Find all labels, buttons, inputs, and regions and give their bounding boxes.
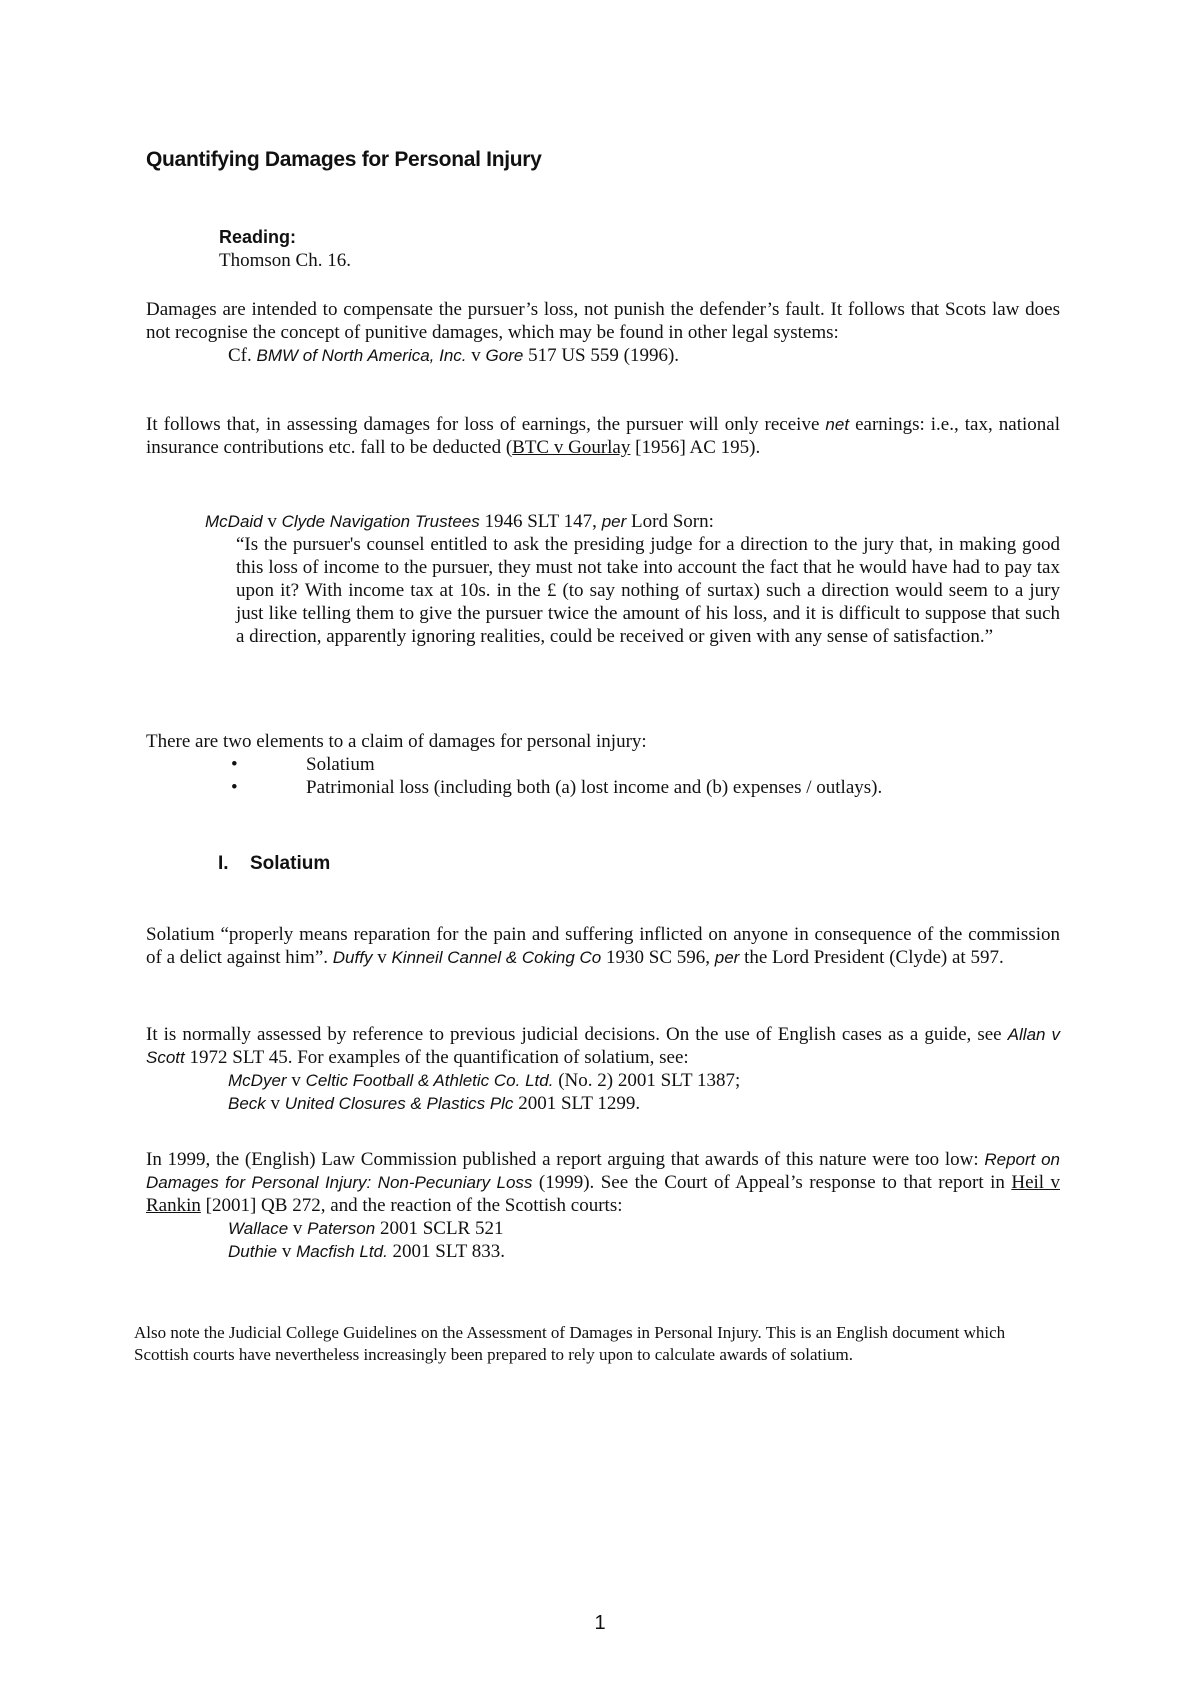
case-link-heil-rankin[interactable]: Heil v Rankin — [146, 1172, 1061, 1216]
text-segment: 1972 SLT 45. For examples of the quantification of solatium, see: — [184, 1047, 689, 1068]
reading-block — [146, 226, 1133, 272]
paragraph-text — [146, 923, 1060, 969]
text-segment: earnings: i.e., tax, national insurance contributions etc. fall to be deducted ( — [146, 414, 1060, 458]
text-segment: (1999). See the Court of Appeal’s response to that report in — [532, 1172, 1012, 1193]
list-item — [146, 753, 1060, 776]
per-rest: Lord Sorn: — [626, 511, 714, 532]
text-segment: It follows that, in assessing damages for loss of earnings, the pursuer will only receive — [146, 414, 826, 435]
citation-mcdyer — [146, 1069, 1060, 1092]
paragraph-net-earnings — [146, 413, 1060, 459]
case-v: v — [265, 1093, 285, 1114]
case-party2: Paterson — [307, 1219, 376, 1238]
case-v: v — [288, 1218, 308, 1239]
page-number: 1 — [594, 1612, 606, 1634]
elements-intro: There are two elements to a claim of damages for personal injury: — [146, 731, 647, 752]
text-segment: Solatium “properly means reparation for the pain and suffering inflicted on anyone in consequence of the commission of a delict against him”. — [146, 924, 1060, 968]
per-italic: per — [714, 948, 740, 967]
paragraph-text: Damages are intended to compensate the pursuer’s loss, not punish the defender’s fault. It follows that Scots law does not recognise the concept of punitive damages, which may be found in other legal systems: — [146, 299, 1060, 343]
text-italic: net — [825, 415, 850, 434]
list-item — [146, 776, 1060, 799]
list-item-text: Solatium — [306, 754, 375, 775]
citation-case-party: BMW of North America, Inc. — [256, 346, 467, 365]
case-party2: Kinneil Cannel & Coking Co — [391, 948, 602, 967]
case-reference: 2001 SLT 1299. — [513, 1093, 641, 1114]
reading-label: Reading: — [219, 227, 297, 247]
section-heading-solatium — [218, 852, 330, 875]
case-v: v — [286, 1070, 306, 1091]
case-party2: Clyde Navigation Trustees — [281, 512, 480, 531]
list-item-text: Patrimonial loss (including both (a) lost income and (b) expenses / outlays). — [306, 777, 883, 798]
paragraph-assessment — [146, 1023, 1060, 1115]
citation-beck — [146, 1092, 1060, 1115]
case-party: Duthie — [228, 1242, 278, 1261]
citation-wallace — [146, 1217, 1060, 1240]
case-party: McDaid — [205, 512, 263, 531]
case-party: Wallace — [228, 1219, 289, 1238]
case-reference: 1930 SC 596, — [601, 947, 715, 968]
bullet-icon: • — [231, 777, 238, 798]
section-title: Solatium — [250, 853, 331, 874]
case-v: v — [262, 511, 282, 532]
case-reference: 2001 SCLR 521 — [375, 1218, 504, 1239]
text-segment: In 1999, the (English) Law Commission published a report arguing that awards of this nature were too low: — [146, 1149, 985, 1170]
case-v: v — [277, 1241, 297, 1262]
document-title: Quantifying Damages for Personal Injury — [146, 148, 542, 171]
paragraph-judicial-college — [134, 1322, 1060, 1366]
case-allan-scott: Allan v Scott — [146, 1025, 1060, 1067]
paragraph-law-commission — [146, 1148, 1060, 1263]
case-party: Beck — [228, 1094, 266, 1113]
citation-reference: 517 US 559 (1996). — [523, 345, 680, 366]
paragraph-text — [146, 413, 1060, 459]
report-title: Report on Damages for Personal Injury: Non-Pecuniary Loss — [146, 1150, 1060, 1192]
citation-v: v — [466, 345, 486, 366]
paragraph-text — [146, 1023, 1060, 1069]
text-segment: [1956] AC 195). — [630, 437, 761, 458]
paragraph-punitive — [146, 298, 1060, 367]
case-reference: (No. 2) 2001 SLT 1387; — [553, 1070, 741, 1091]
case-reference: 2001 SLT 833. — [387, 1241, 505, 1262]
quote-block — [205, 510, 1060, 648]
citation-bmw — [146, 344, 1060, 367]
bullet-icon: • — [231, 754, 238, 775]
per-italic: per — [601, 512, 627, 531]
elements-block — [146, 730, 1060, 799]
citation-duthie — [146, 1240, 1060, 1263]
paragraph-solatium-definition — [146, 923, 1060, 969]
paragraph-text: Also note the Judicial College Guidelines on the Assessment of Damages in Personal Injury. This is an English document which Scottish courts have nevertheless increasingly been prepared to rely upon to calculate awards of solatium. — [134, 1323, 1006, 1364]
text-segment: [2001] QB 272, and the reaction of the Scottish courts: — [200, 1195, 623, 1216]
case-party2: Celtic Football & Athletic Co. Ltd. — [305, 1071, 554, 1090]
quote-text: “Is the pursuer's counsel entitled to ask the presiding judge for a direction to the jury that, in making good this loss of income to the pursuer, they must not take into account the fact that he would have had to pay tax upon it? With income tax at 10s. in the £ (to say nothing of surtax) such a direction would seem to a jury just like telling them to give the pursuer twice the amount of his loss, and it is difficult to suppose that such a direction, apparently ignoring realities, could be received or given with any sense of satisfaction.” — [236, 534, 1060, 647]
text-segment: It is normally assessed by reference to previous judicial decisions. On the use of English cases as a guide, see — [146, 1024, 1008, 1045]
citation-case-party2: Gore — [485, 346, 524, 365]
paragraph-text — [146, 1148, 1060, 1217]
text-segment: the Lord President (Clyde) at 597. — [739, 947, 1004, 968]
elements-list — [146, 753, 1060, 799]
case-party: McDyer — [228, 1071, 287, 1090]
quote-attribution — [205, 510, 1060, 533]
case-reference: 1946 SLT 147, — [479, 511, 602, 532]
reading-text: Thomson Ch. 16. — [219, 250, 351, 271]
case-party2: United Closures & Plastics Plc — [284, 1094, 514, 1113]
case-link-btc-gourlay[interactable]: BTC v Gourlay — [512, 437, 631, 458]
case-party: Duffy — [332, 948, 373, 967]
case-party2: Macfish Ltd. — [296, 1242, 388, 1261]
case-v: v — [372, 947, 392, 968]
section-number: I. — [218, 853, 229, 874]
citation-prefix: Cf. — [228, 345, 257, 366]
